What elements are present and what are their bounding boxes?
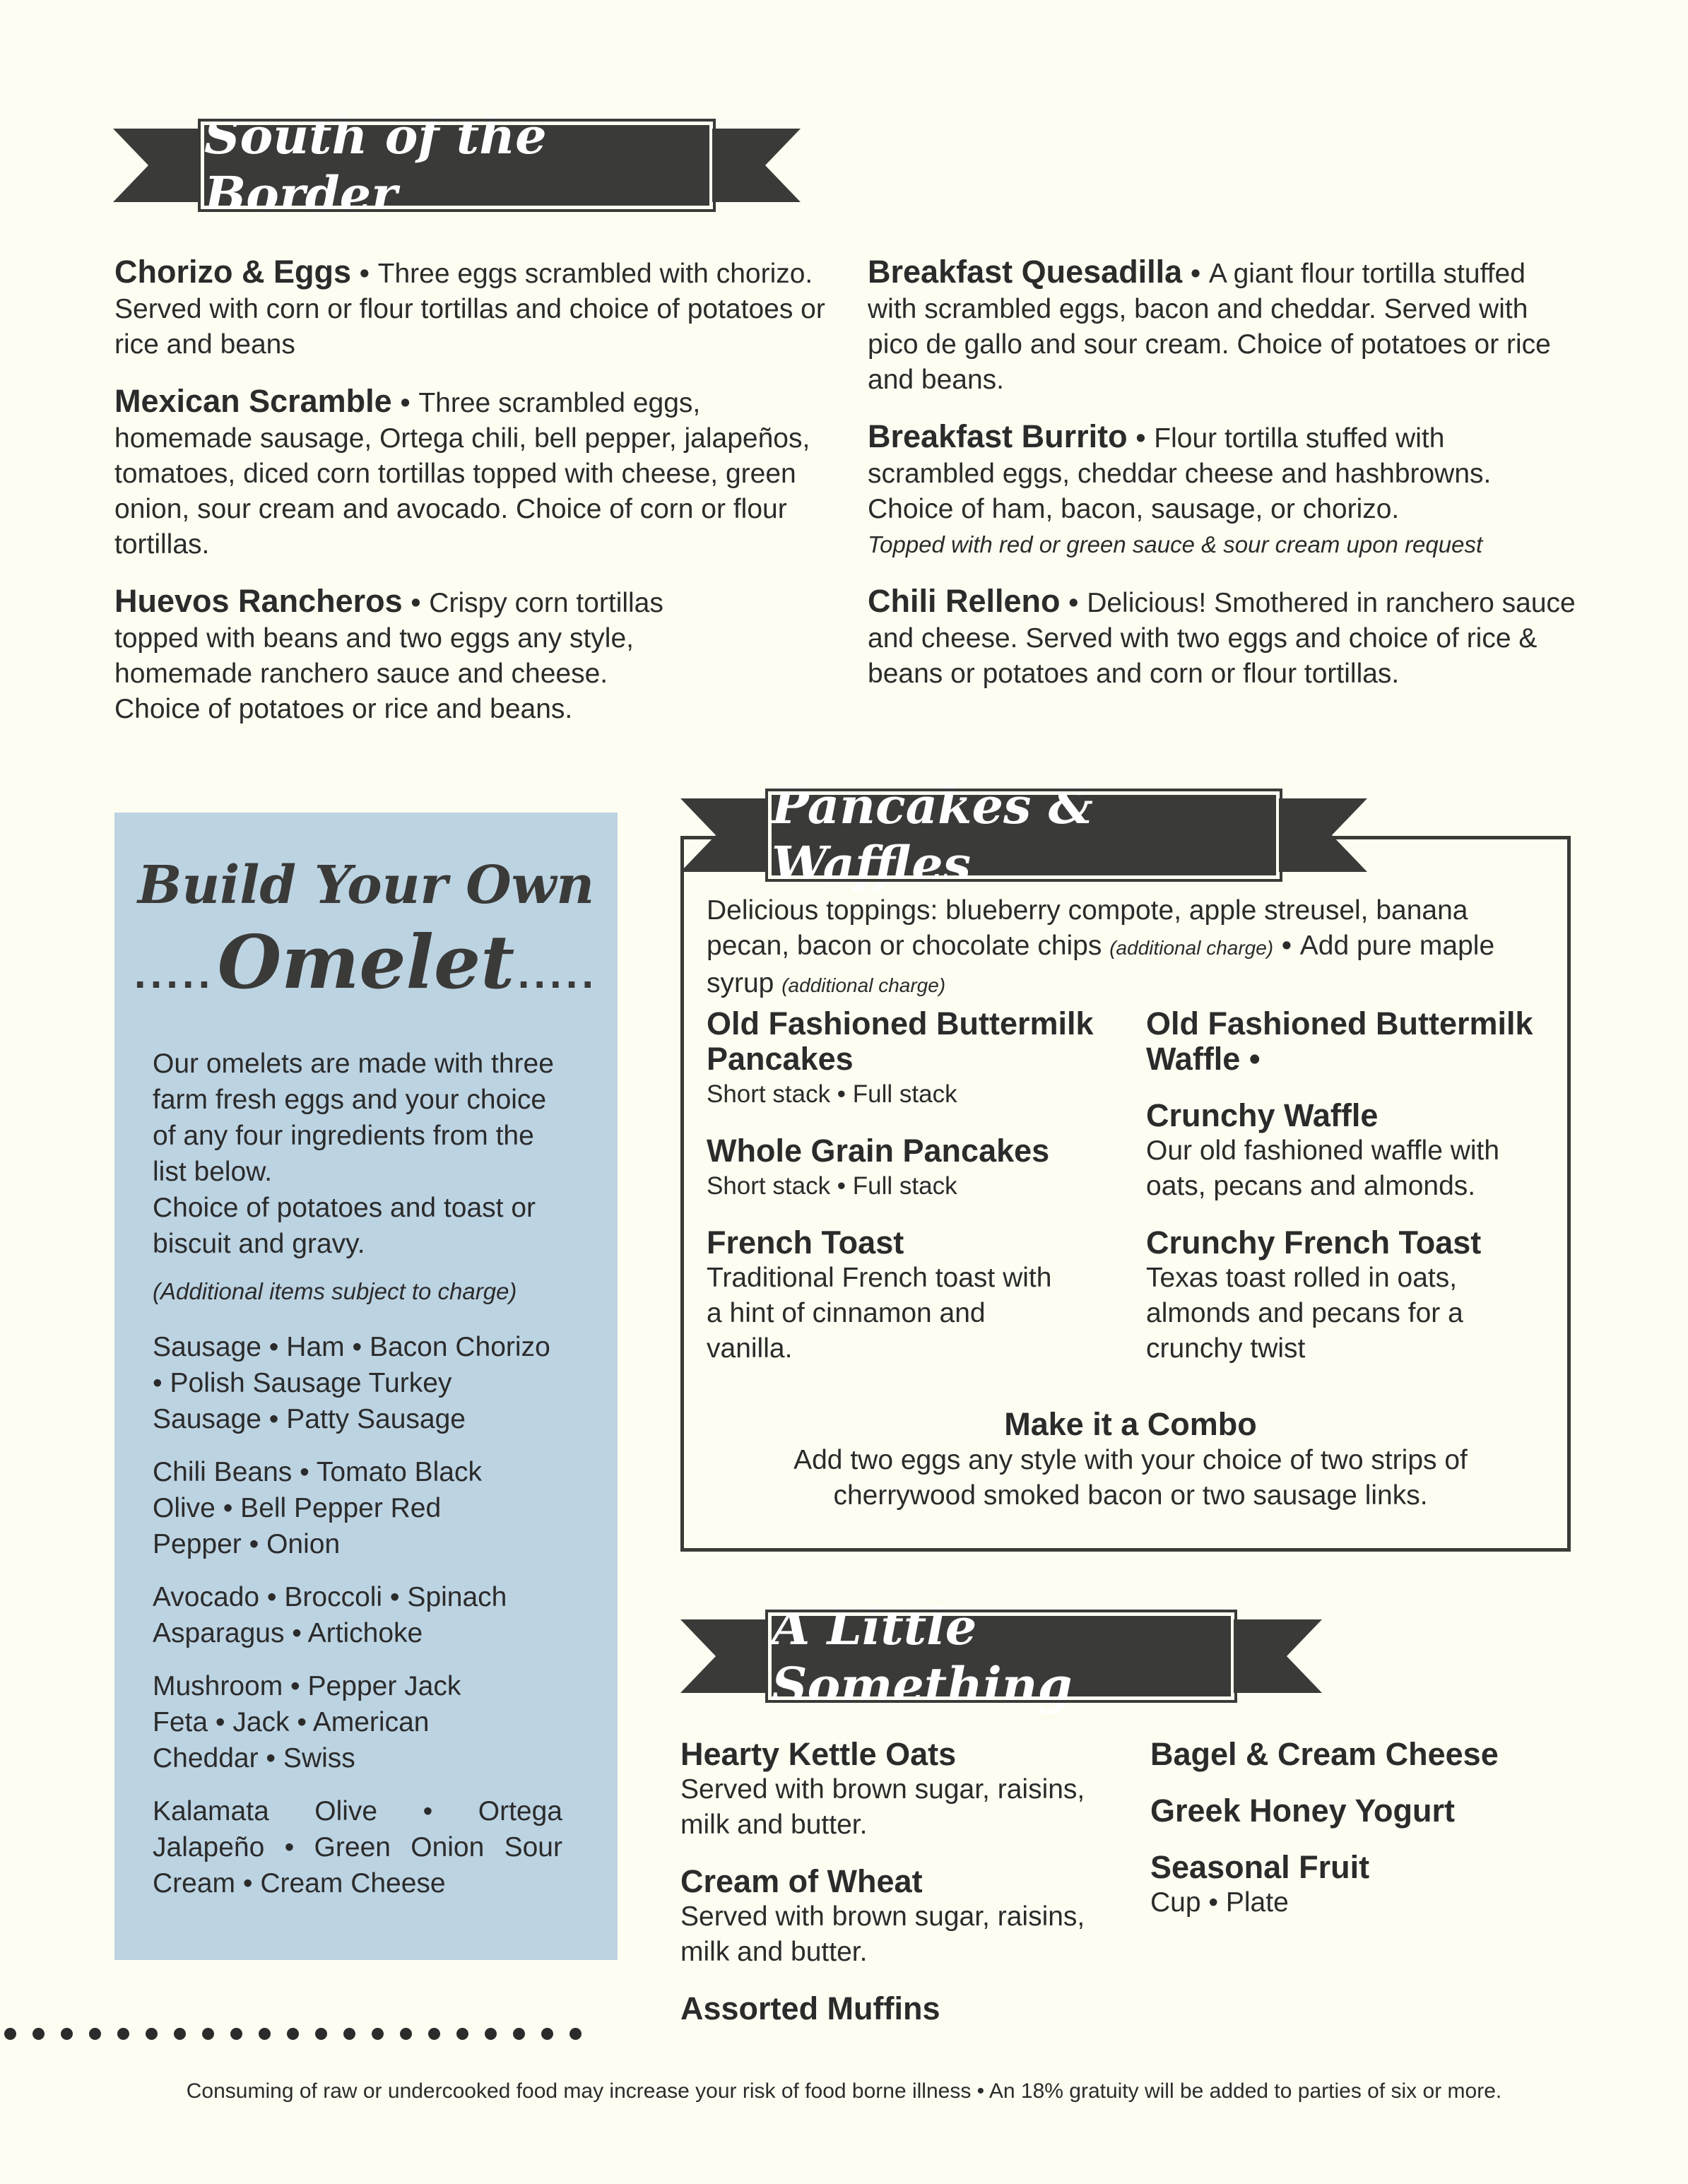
omelet-panel [114,813,618,1960]
menu-item [1150,1737,1574,1772]
ribbon-left-icon [680,1619,769,1693]
menu-item [707,1133,1116,1204]
menu-item: Mexican Scramble • Three scrambled eggs, homemade sausage, Ortega chili, bell pepper, jalapeños, tomatoes, diced corn tortillas topped with cheese, green onion, sour cream and avocado. Choice of corn or flour tortillas. [114,383,810,560]
ingredient-group: Kalamata Olive • Ortega Jalapeño • Green Onion Sour Cream • Cream Cheese [153,1796,562,1899]
menu-item: Huevos Rancheros • Crispy corn tortillas topped with beans and two eggs any style, homemade ranchero sauce and cheese. Choice of potatoes or rice and beans. [114,583,663,724]
menu-item: Chorizo & Eggs • Three eggs scrambled with chorizo. Served with corn or flour tortillas and choice of potatoes or rice and beans [114,254,825,360]
item-desc: Three eggs scrambled with chorizo. Served with corn or flour tortillas and choice of potatoes or rice and beans [114,259,825,360]
menu-item [1150,1793,1574,1829]
item-name: Chili Relleno [868,583,1061,619]
section-title: South of the Border [201,122,713,209]
item-desc: Served with brown sugar, raisins, milk and butter. [680,1774,1085,1840]
section-title: A Little Something [768,1612,1234,1700]
menu-item [680,1864,1119,1970]
pancakes-left-column [707,1006,1116,1388]
omelet-title-row [114,919,618,1005]
item-name: Old Fashioned Buttermilk Pancakes [707,1005,1094,1077]
item-name: Breakfast Quesadilla [868,254,1183,290]
menu-item [680,1737,1119,1843]
item-name: Huevos Rancheros [114,583,403,619]
item-name: Assorted Muffins [680,1990,940,2026]
omelet-intro: Our omelets are made with three farm fresh eggs and your choice of any four ingredients from the list below. [153,1049,554,1187]
menu-item [1146,1006,1556,1077]
menu-item [1146,1225,1499,1367]
section-title: Pancakes & Waffles [768,791,1280,879]
ribbon-right-icon [1234,1619,1322,1693]
dot-divider [4,2028,582,2040]
item-desc: Cup • Plate [1150,1887,1289,1918]
item-name: French Toast [707,1224,904,1261]
item-desc: Our old fashioned waffle with oats, pecans and almonds. [1146,1135,1500,1201]
south-banner [113,107,798,224]
omelet-title-main: Omelet [217,919,515,1005]
menu-item [1150,1850,1574,1920]
item-desc: Short stack • Full stack [707,1172,957,1200]
item-desc: Served with brown sugar, raisins, milk and butter. [680,1901,1085,1967]
toppings-text: Delicious toppings: blueberry compote, apple streusel, banana pecan, bacon or chocolate chips (additional charge) • Add pure maple syrup (additional charge) [707,895,1495,998]
item-desc: Short stack • Full stack [707,1080,957,1108]
menu-item: Chili Relleno • Delicious! Smothered in ranchero sauce and cheese. Served with two eggs and choice of rice & beans or potatoes and corn or flour tortillas. [868,583,1576,689]
item-name: Crunchy Waffle [1146,1097,1379,1133]
item-name: Chorizo & Eggs [114,254,351,290]
ingredient-group: Mushroom • Pepper Jack Feta • Jack • American Cheddar • Swiss [153,1671,461,1773]
omelet-intro2: Choice of potatoes and toast or biscuit and gravy. [153,1193,536,1259]
menu-item [707,1225,1074,1367]
combo-title: Make it a Combo [1004,1406,1257,1442]
footer-disclaimer: Consuming of raw or undercooked food may increase your risk of food borne illness • An 18% gratuity will be added to parties of six or more. [186,2079,1502,2103]
item-desc: Flour tortilla stuffed with scrambled eggs, cheddar cheese and hashbrowns. Choice of ham, bacon, sausage, or chorizo. [868,423,1492,524]
dots-left: ..... [134,950,215,997]
ribbon-left-icon [113,129,201,202]
item-desc: Texas toast rolled in oats, almonds and pecans for a crunchy twist [1146,1263,1463,1364]
ribbon-left-icon [680,798,769,872]
menu-item [680,1991,1119,2026]
menu-item [1146,1098,1556,1204]
pancakes-banner [680,777,1387,894]
ingredient-group: Avocado • Broccoli • Spinach Asparagus • Artichoke [153,1582,507,1648]
dots-right: ..... [517,950,598,997]
item-desc: Crispy corn tortillas topped with beans and two eggs any style, homemade ranchero sauce and cheese. Choice of potatoes or rice and beans. [114,588,663,724]
ingredient-group: Sausage • Ham • Bacon Chorizo • Polish Sausage Turkey Sausage • Patty Sausage [153,1332,550,1434]
little-banner [680,1598,1352,1715]
ribbon-right-icon [712,129,801,202]
combo-desc: Add two eggs any style with your choice of two strips of cherrywood smoked bacon or two sausage links. [793,1445,1468,1511]
item-name: Old Fashioned Buttermilk Waffle • [1146,1005,1533,1077]
item-name: Breakfast Burrito [868,418,1128,454]
item-note: Topped with red or green sauce & sour cream upon request [868,531,1483,557]
item-name: Bagel & Cream Cheese [1150,1736,1499,1772]
item-name: Greek Honey Yogurt [1150,1793,1455,1829]
menu-item: Breakfast Burrito • Flour tortilla stuffed with scrambled eggs, cheddar cheese and hashbrowns. Choice of ham, bacon, sausage, or chorizo. Topped with red or green sauce & sour cream upon request [868,419,1518,562]
omelet-body [153,1046,562,1918]
menu-item [707,1006,1116,1112]
item-name: Whole Grain Pancakes [707,1133,1050,1169]
omelet-note: (Additional items subject to charge) [153,1278,517,1304]
item-name: Mexican Scramble [114,383,392,419]
item-desc: A giant flour tortilla stuffed with scrambled eggs, bacon and cheddar. Served with pico de gallo and sour cream. Choice of potatoes or rice and beans. [868,259,1551,395]
little-left-column [680,1737,1119,2048]
pancakes-right-column [1146,1006,1556,1388]
ingredient-group: Chili Beans • Tomato Black Olive • Bell Pepper Red Pepper • Onion [153,1457,482,1559]
item-name: Cream of Wheat [680,1863,923,1899]
little-right-column [1150,1737,1574,1942]
omelet-title-top: Build Your Own [137,855,595,916]
item-name: Hearty Kettle Oats [680,1736,957,1772]
menu-item: Breakfast Quesadilla • A giant flour tortilla stuffed with scrambled eggs, bacon and cheddar. Served with pico de gallo and sour cream. Choice of potatoes or rice and beans. [868,254,1551,395]
item-name: Seasonal Fruit [1150,1849,1370,1885]
south-left-column [114,254,828,748]
item-name: Crunchy French Toast [1146,1224,1482,1261]
south-right-column [868,254,1581,713]
item-desc: Delicious! Smothered in ranchero sauce and cheese. Served with two eggs and choice of rice & beans or potatoes and corn or flour tortillas. [868,588,1576,689]
ribbon-right-icon [1279,798,1367,872]
item-desc: Three scrambled eggs, homemade sausage, Ortega chili, bell pepper, jalapeños, tomatoes, diced corn tortillas topped with cheese, green onion, sour cream and avocado. Choice of corn or flour tortillas. [114,388,810,560]
combo [777,1406,1484,1513]
item-desc: Traditional French toast with a hint of cinnamon and vanilla. [707,1263,1052,1364]
